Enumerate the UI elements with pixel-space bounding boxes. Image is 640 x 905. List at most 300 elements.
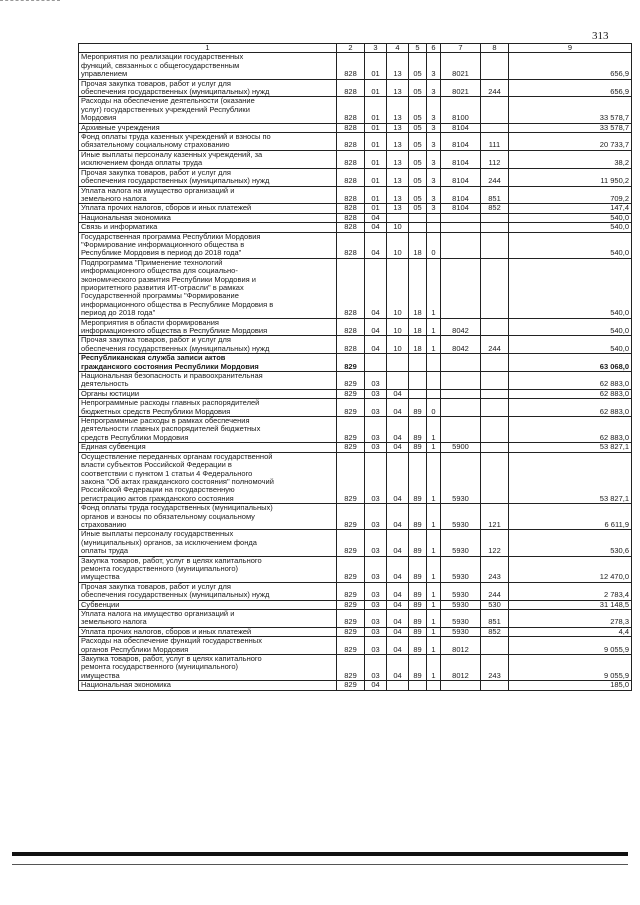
item-name: Закупка товаров, работ, услуг в целях капитального ремонта государственного (муниципального) имущества — [79, 655, 337, 681]
table-row — [79, 610, 632, 628]
header-cell: 4 — [387, 44, 409, 53]
target-code — [441, 223, 481, 232]
item-name: Государственная программа Республики Мордовия "Формирование информационного общества в Республике Мордовия в период до 2018 года" — [79, 232, 337, 258]
section-code: 04 — [365, 223, 387, 232]
admin-code: 828 — [337, 53, 365, 79]
expense-type-code — [481, 123, 509, 132]
section-code: 03 — [365, 556, 387, 582]
table-row — [79, 186, 632, 204]
target-code — [441, 399, 481, 417]
target-code: 8021 — [441, 79, 481, 97]
expense-type-code — [481, 372, 509, 390]
admin-code: 829 — [337, 399, 365, 417]
target-code: 5930 — [441, 530, 481, 556]
admin-code: 829 — [337, 452, 365, 503]
subprogram-code — [427, 354, 441, 372]
program-code: 89 — [409, 399, 427, 417]
subsection-code: 04 — [387, 452, 409, 503]
subsection-code: 13 — [387, 123, 409, 132]
item-name: Органы юстиции — [79, 389, 337, 398]
item-name: Мероприятия в области формирования информационного общества в Республике Мордовия — [79, 318, 337, 336]
program-code: 18 — [409, 232, 427, 258]
amount: 38,2 — [509, 150, 632, 168]
expense-type-code: 112 — [481, 150, 509, 168]
section-code: 01 — [365, 123, 387, 132]
table-row — [79, 354, 632, 372]
table-row — [79, 372, 632, 390]
amount: 11 950,2 — [509, 168, 632, 186]
target-code — [441, 232, 481, 258]
program-code: 89 — [409, 530, 427, 556]
table-row — [79, 150, 632, 168]
scan-edge-mark — [0, 0, 60, 4]
item-name: Единая субвенция — [79, 443, 337, 452]
target-code: 8042 — [441, 318, 481, 336]
item-name: Национальная экономика — [79, 681, 337, 690]
section-code: 03 — [365, 443, 387, 452]
subprogram-code: 0 — [427, 399, 441, 417]
target-code: 8104 — [441, 150, 481, 168]
target-code — [441, 213, 481, 222]
admin-code: 829 — [337, 389, 365, 398]
target-code — [441, 258, 481, 318]
item-name: Непрограммные расходы в рамках обеспечения деятельности главных распорядителей бюджетных средств Республики Мордовия — [79, 417, 337, 443]
amount: 540,0 — [509, 232, 632, 258]
subprogram-code: 3 — [427, 97, 441, 123]
amount: 53 827,1 — [509, 443, 632, 452]
item-name: Иные выплаты персоналу государственных (муниципальных) органов, за исключением фонда оплаты труда — [79, 530, 337, 556]
admin-code: 828 — [337, 336, 365, 354]
table-row — [79, 443, 632, 452]
expense-type-code: 530 — [481, 600, 509, 609]
item-name: Осуществление переданных органам государственной власти субъектов Российской Федерации в соответствии с пунктом 1 статьи 4 Федерального закона "Об актах гражданского состояния" полномочий Российской Федерации на государственную регистрацию актов гражданского состояния — [79, 452, 337, 503]
table-row — [79, 627, 632, 636]
amount: 62 883,0 — [509, 372, 632, 390]
subprogram-code: 1 — [427, 417, 441, 443]
subprogram-code — [427, 372, 441, 390]
target-code: 8104 — [441, 123, 481, 132]
target-code: 8042 — [441, 336, 481, 354]
section-code: 03 — [365, 452, 387, 503]
item-name: Уплата прочих налогов, сборов и иных платежей — [79, 204, 337, 213]
amount: 20 733,7 — [509, 133, 632, 151]
admin-code: 828 — [337, 123, 365, 132]
section-code: 03 — [365, 600, 387, 609]
expense-type-code — [481, 213, 509, 222]
admin-code: 829 — [337, 610, 365, 628]
subsection-code — [387, 372, 409, 390]
subsection-code: 04 — [387, 417, 409, 443]
section-code: 01 — [365, 186, 387, 204]
target-code — [441, 354, 481, 372]
subsection-code: 04 — [387, 582, 409, 600]
program-code — [409, 213, 427, 222]
amount: 540,0 — [509, 223, 632, 232]
admin-code: 829 — [337, 530, 365, 556]
expense-type-code — [481, 232, 509, 258]
expense-type-code — [481, 443, 509, 452]
admin-code: 829 — [337, 354, 365, 372]
program-code: 89 — [409, 610, 427, 628]
subsection-code — [387, 681, 409, 690]
table-row — [79, 504, 632, 530]
program-code: 05 — [409, 186, 427, 204]
item-name: Прочая закупка товаров, работ и услуг для обеспечения государственных (муниципальных) нужд — [79, 168, 337, 186]
table-row — [79, 123, 632, 132]
target-code: 5930 — [441, 600, 481, 609]
footer-rule-thick — [12, 852, 628, 856]
item-name: Уплата прочих налогов, сборов и иных платежей — [79, 627, 337, 636]
expense-type-code — [481, 399, 509, 417]
admin-code: 828 — [337, 79, 365, 97]
table-row — [79, 318, 632, 336]
target-code: 5930 — [441, 627, 481, 636]
target-code: 8012 — [441, 655, 481, 681]
target-code: 5930 — [441, 452, 481, 503]
amount: 33 578,7 — [509, 123, 632, 132]
section-code: 01 — [365, 79, 387, 97]
subsection-code: 13 — [387, 53, 409, 79]
header-cell: 1 — [79, 44, 337, 53]
admin-code: 829 — [337, 681, 365, 690]
subsection-code — [387, 213, 409, 222]
expense-type-code: 244 — [481, 79, 509, 97]
table-row — [79, 389, 632, 398]
item-name: Мероприятия по реализации государственных функций, связанных с общегосударственным управлением — [79, 53, 337, 79]
target-code: 8100 — [441, 97, 481, 123]
table-row — [79, 79, 632, 97]
header-cell: 6 — [427, 44, 441, 53]
section-code: 03 — [365, 372, 387, 390]
section-code — [365, 354, 387, 372]
admin-code: 829 — [337, 627, 365, 636]
program-code: 89 — [409, 655, 427, 681]
program-code: 89 — [409, 504, 427, 530]
target-code: 8021 — [441, 53, 481, 79]
subsection-code: 04 — [387, 389, 409, 398]
program-code: 05 — [409, 123, 427, 132]
subsection-code: 04 — [387, 600, 409, 609]
subsection-code: 10 — [387, 318, 409, 336]
expense-type-code — [481, 318, 509, 336]
expense-type-code: 122 — [481, 530, 509, 556]
expense-type-code: 111 — [481, 133, 509, 151]
section-code: 03 — [365, 504, 387, 530]
target-code — [441, 389, 481, 398]
item-name: Республиканская служба записи актов гражданского состояния Республики Мордовия — [79, 354, 337, 372]
subsection-code — [387, 354, 409, 372]
subsection-code: 10 — [387, 258, 409, 318]
footer-rule-thin — [12, 864, 628, 865]
program-code — [409, 389, 427, 398]
table-row — [79, 600, 632, 609]
item-name: Субвенции — [79, 600, 337, 609]
subprogram-code: 1 — [427, 655, 441, 681]
amount: 12 470,0 — [509, 556, 632, 582]
item-name: Прочая закупка товаров, работ и услуг для обеспечения государственных (муниципальных) нужд — [79, 336, 337, 354]
subprogram-code — [427, 223, 441, 232]
target-code: 5900 — [441, 443, 481, 452]
subprogram-code — [427, 681, 441, 690]
expense-type-code — [481, 452, 509, 503]
admin-code: 829 — [337, 417, 365, 443]
budget-table — [78, 43, 632, 691]
amount: 9 055,9 — [509, 637, 632, 655]
target-code: 8104 — [441, 186, 481, 204]
target-code: 5930 — [441, 504, 481, 530]
section-code: 03 — [365, 637, 387, 655]
item-name: Связь и информатика — [79, 223, 337, 232]
amount: 2 783,4 — [509, 582, 632, 600]
section-code: 01 — [365, 204, 387, 213]
expense-type-code — [481, 417, 509, 443]
program-code: 05 — [409, 79, 427, 97]
expense-type-code: 121 — [481, 504, 509, 530]
section-code: 04 — [365, 681, 387, 690]
expense-type-code — [481, 637, 509, 655]
table-row — [79, 452, 632, 503]
program-code: 89 — [409, 627, 427, 636]
amount: 147,4 — [509, 204, 632, 213]
admin-code: 828 — [337, 168, 365, 186]
subsection-code: 10 — [387, 336, 409, 354]
subsection-code: 04 — [387, 504, 409, 530]
table-row — [79, 399, 632, 417]
subprogram-code: 1 — [427, 600, 441, 609]
subprogram-code: 1 — [427, 556, 441, 582]
target-code: 5930 — [441, 582, 481, 600]
item-name: Иные выплаты персоналу казенных учреждений, за исключением фонда оплаты труда — [79, 150, 337, 168]
amount: 4,4 — [509, 627, 632, 636]
subprogram-code: 3 — [427, 168, 441, 186]
admin-code: 828 — [337, 186, 365, 204]
expense-type-code — [481, 258, 509, 318]
expense-type-code: 243 — [481, 556, 509, 582]
item-name: Прочая закупка товаров, работ и услуг для обеспечения государственных (муниципальных) нужд — [79, 79, 337, 97]
admin-code: 829 — [337, 443, 365, 452]
subprogram-code: 3 — [427, 123, 441, 132]
section-code: 01 — [365, 97, 387, 123]
amount: 62 883,0 — [509, 389, 632, 398]
item-name: Подпрограмма "Применение технологий информационного общества для социально- экономического развития Республики Мордовия и приоритетного развития ИТ-отрасли" в рамках Государственной программы "Формирование информационного общества в Республике Мордовия в период до 2018 года" — [79, 258, 337, 318]
table-row — [79, 681, 632, 690]
amount: 62 883,0 — [509, 399, 632, 417]
admin-code: 828 — [337, 223, 365, 232]
amount: 530,6 — [509, 530, 632, 556]
section-code: 04 — [365, 232, 387, 258]
amount: 63 068,0 — [509, 354, 632, 372]
section-code: 04 — [365, 213, 387, 222]
section-code: 03 — [365, 417, 387, 443]
header-cell: 2 — [337, 44, 365, 53]
admin-code: 828 — [337, 150, 365, 168]
subsection-code: 04 — [387, 530, 409, 556]
expense-type-code: 244 — [481, 582, 509, 600]
table-row — [79, 204, 632, 213]
item-name: Национальная безопасность и правоохранительная деятельность — [79, 372, 337, 390]
subprogram-code: 1 — [427, 443, 441, 452]
target-code: 8104 — [441, 204, 481, 213]
subprogram-code: 1 — [427, 504, 441, 530]
subprogram-code: 1 — [427, 318, 441, 336]
header-cell: 8 — [481, 44, 509, 53]
subprogram-code: 3 — [427, 204, 441, 213]
program-code: 89 — [409, 417, 427, 443]
subsection-code: 10 — [387, 232, 409, 258]
table-row — [79, 223, 632, 232]
subsection-code: 13 — [387, 133, 409, 151]
admin-code: 829 — [337, 504, 365, 530]
amount: 540,0 — [509, 336, 632, 354]
subsection-code: 04 — [387, 610, 409, 628]
table-row — [79, 97, 632, 123]
expense-type-code: 852 — [481, 627, 509, 636]
subprogram-code: 1 — [427, 530, 441, 556]
subsection-code: 13 — [387, 168, 409, 186]
admin-code: 829 — [337, 637, 365, 655]
program-code — [409, 681, 427, 690]
section-code: 04 — [365, 258, 387, 318]
amount: 185,0 — [509, 681, 632, 690]
item-name: Архивные учреждения — [79, 123, 337, 132]
amount: 33 578,7 — [509, 97, 632, 123]
admin-code: 828 — [337, 232, 365, 258]
subsection-code: 13 — [387, 186, 409, 204]
program-code: 89 — [409, 556, 427, 582]
subprogram-code: 1 — [427, 452, 441, 503]
table-row — [79, 213, 632, 222]
admin-code: 828 — [337, 204, 365, 213]
item-name: Непрограммные расходы главных распорядителей бюджетных средств Республики Мордовия — [79, 399, 337, 417]
amount: 53 827,1 — [509, 452, 632, 503]
table-body — [79, 53, 632, 690]
table-row — [79, 258, 632, 318]
section-code: 03 — [365, 530, 387, 556]
section-code: 03 — [365, 399, 387, 417]
amount: 540,0 — [509, 318, 632, 336]
subprogram-code: 0 — [427, 232, 441, 258]
table-row — [79, 582, 632, 600]
target-code: 5930 — [441, 556, 481, 582]
amount: 278,3 — [509, 610, 632, 628]
table-row — [79, 655, 632, 681]
amount: 62 883,0 — [509, 417, 632, 443]
expense-type-code: 851 — [481, 186, 509, 204]
expense-type-code: 243 — [481, 655, 509, 681]
section-code: 03 — [365, 627, 387, 636]
program-code: 05 — [409, 53, 427, 79]
amount: 6 611,9 — [509, 504, 632, 530]
subsection-code: 04 — [387, 399, 409, 417]
amount: 709,2 — [509, 186, 632, 204]
expense-type-code: 244 — [481, 336, 509, 354]
subsection-code: 13 — [387, 79, 409, 97]
admin-code: 828 — [337, 213, 365, 222]
subprogram-code: 3 — [427, 79, 441, 97]
subprogram-code: 1 — [427, 627, 441, 636]
program-code — [409, 354, 427, 372]
item-name: Расходы на обеспечение деятельности (оказание услуг) государственных учреждений Республики Мордовия — [79, 97, 337, 123]
expense-type-code — [481, 354, 509, 372]
section-code: 01 — [365, 168, 387, 186]
item-name: Уплата налога на имущество организаций и земельного налога — [79, 610, 337, 628]
item-name: Расходы на обеспечение функций государственных органов Республики Мордовия — [79, 637, 337, 655]
subsection-code: 04 — [387, 637, 409, 655]
admin-code: 828 — [337, 133, 365, 151]
section-code: 01 — [365, 133, 387, 151]
program-code — [409, 223, 427, 232]
amount: 656,9 — [509, 79, 632, 97]
subsection-code: 10 — [387, 223, 409, 232]
subprogram-code: 3 — [427, 186, 441, 204]
expense-type-code: 851 — [481, 610, 509, 628]
admin-code: 829 — [337, 372, 365, 390]
table-row — [79, 168, 632, 186]
header-cell: 3 — [365, 44, 387, 53]
target-code: 8104 — [441, 168, 481, 186]
section-code: 03 — [365, 582, 387, 600]
target-code — [441, 681, 481, 690]
target-code: 5930 — [441, 610, 481, 628]
admin-code: 829 — [337, 582, 365, 600]
table-row — [79, 530, 632, 556]
program-code: 05 — [409, 133, 427, 151]
subprogram-code: 1 — [427, 336, 441, 354]
table-row — [79, 556, 632, 582]
program-code: 18 — [409, 258, 427, 318]
program-code: 18 — [409, 318, 427, 336]
section-code: 04 — [365, 318, 387, 336]
subprogram-code: 3 — [427, 150, 441, 168]
target-code — [441, 372, 481, 390]
target-code — [441, 417, 481, 443]
amount: 540,0 — [509, 258, 632, 318]
amount: 656,9 — [509, 53, 632, 79]
admin-code: 828 — [337, 318, 365, 336]
item-name: Фонд оплаты труда государственных (муниципальных) органов и взносы по обязательному социальному страхованию — [79, 504, 337, 530]
subprogram-code: 1 — [427, 610, 441, 628]
subprogram-code: 1 — [427, 637, 441, 655]
program-code: 89 — [409, 637, 427, 655]
subprogram-code: 3 — [427, 53, 441, 79]
section-code: 04 — [365, 336, 387, 354]
table-row — [79, 336, 632, 354]
target-code: 8104 — [441, 133, 481, 151]
subsection-code: 04 — [387, 556, 409, 582]
subsection-code: 04 — [387, 627, 409, 636]
admin-code: 828 — [337, 258, 365, 318]
expense-type-code — [481, 223, 509, 232]
program-code: 05 — [409, 97, 427, 123]
expense-type-code — [481, 53, 509, 79]
subsection-code: 13 — [387, 97, 409, 123]
table-header-row — [79, 44, 632, 53]
table-row — [79, 53, 632, 79]
expense-type-code — [481, 97, 509, 123]
subprogram-code — [427, 213, 441, 222]
expense-type-code: 244 — [481, 168, 509, 186]
subprogram-code — [427, 389, 441, 398]
subsection-code: 13 — [387, 150, 409, 168]
subprogram-code: 3 — [427, 133, 441, 151]
table-row — [79, 637, 632, 655]
target-code: 8012 — [441, 637, 481, 655]
program-code: 89 — [409, 443, 427, 452]
section-code: 01 — [365, 150, 387, 168]
program-code — [409, 372, 427, 390]
program-code: 05 — [409, 204, 427, 213]
item-name: Закупка товаров, работ, услуг в целях капитального ремонта государственного (муниципального) имущества — [79, 556, 337, 582]
